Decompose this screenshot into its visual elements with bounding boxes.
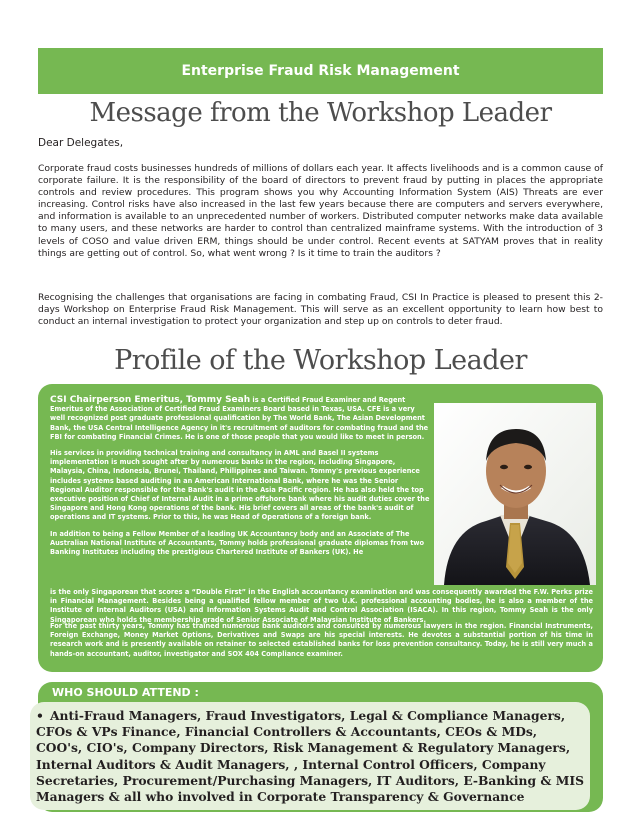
attend-list: [36, 708, 586, 805]
message-paragraph-1: Corporate fraud costs businesses hundreds of millions of dollars each year. It affects livelihoods and is a common cause of corporate failure. It is the responsibility of the board of directors to prevent fraud by putting in places the appropriate controls and review procedures. This program shows you why Accounting Information System (AIS) Threats are ever increasing. Control risks have also increased in the last few years because there are computers and servers everywhere, and information is available to an unprecedented number of workers. Distributed computer networks make data available to many users, and these networks are harder to control than centralized mainframe systems. With the introduction of 3 levels of COSO and value driven ERM, things should be under control. Recent events at SATYAM proves that in reality things are getting out of control. So, what went wrong ? Is it time to train the auditors ?: [38, 163, 603, 259]
profile-text-column: [50, 396, 432, 564]
profile-interests: For the past thirty years, Tommy has trained numerous bank auditors and consulted by numerous lawyers in the region. Financial Instruments, Foreign Exchange, Money Market Options, Derivatives and Swaps are his special interests. He devotes a substantial portion of his time in research work and is presently available on retainer to selected established banks for loss prevention consultancy. Today, he is still very much a hands-on accountant, auditor, investigator and SOX 404 Compliance examiner.: [50, 622, 593, 658]
attend-audience: Anti-Fraud Managers, Fraud Investigators, Legal & Compliance Managers, CFOs & VPs Finance, Financial Controllers & Accountants, CEOs & MDs, COO's, CIO's, Company Directors, Risk Management & Regulatory Managers, Internal Auditors & Audit Managers, , Internal Control Officers, Company Secretaries, Procurement/Purchasing Managers, IT Auditors, E-Banking & MIS Managers & all who involved in Corporate Transparency & Governance: [36, 708, 584, 805]
profile-experience: His services in providing technical training and consultancy in AML and Basel II systems implementation is much sought after by numerous banks in the region, including Singapore, Malaysia, China, Indonesia, Brunei, Thailand, Philippines and Taiwan. Tommy's previous experience includes systems based auditing in an American International Bank, where he was the Senior Regional Auditor responsible for the Bank's audit in the Asia Pacific region. He has also held the top executive position of Chief of Internal Audit in a prime offshore bank where his audit duties cover the Singapore and Hong Kong operations of the bank. His brief covers all areas of the bank's audit of operations and IT systems. Prior to this, he was Head of Operations of a foreign bank.: [50, 449, 430, 522]
bullet-icon: •: [36, 708, 44, 723]
profile-qualifications-cont: is the only Singaporean that scores a “Double First” in the English accountancy examination and was consequently awarded the F.W. Perks prize in Financial Management. Besides being a qualified fellow member of two U.K. professional accounting bodies, he is also a member of the Institute of Internal Auditors (USA) and Information Systems Audit and Control Association (ISACA). In this region, Tommy Seah is the only Singaporean who holds the membership grade of Senior Associate of Malaysian Institute of Bankers.: [50, 588, 593, 624]
message-heading: Message from the Workshop Leader: [89, 98, 552, 128]
leader-name: CSI Chairperson Emeritus, Tommy Seah: [50, 395, 251, 405]
message-paragraph-2: Recognising the challenges that organisations are facing in combating Fraud, CSI In Practice is pleased to present this 2-days Workshop on Enterprise Fraud Risk Management. This will serve as an excellent opportunity to learn how best to conduct an internal investigation to protect your organization and step up on controls to deter fraud.: [38, 292, 603, 328]
banner-title: Enterprise Fraud Risk Management: [181, 63, 460, 79]
header-banner: [38, 48, 603, 94]
attend-title: WHO SHOULD ATTEND :: [52, 686, 199, 699]
profile-intro-rest: is a Certified Fraud Examiner and Regent Emeritus of the Association of Certified Fraud Examiners Board based in Texas, USA. CFE is a very well recognized post graduate professional qualification by The World Bank, The Asian Development Bank, the USA Central Intelligence Agency in it's recruitment of auditors for combating fraud and the FBI for combating Financial Crimes. He is one of those people that you would like to meet in person.: [50, 396, 429, 441]
profile-heading: Profile of the Workshop Leader: [114, 345, 527, 376]
profile-intro: [50, 396, 432, 442]
salutation: Dear Delegates,: [38, 137, 124, 149]
profile-qualifications: In addition to being a Fellow Member of a leading UK Accountancy body and an Associate of The Australian National Institute of Accountants, Tommy holds professional graduate diplomas from two Banking Institutes including the prestigious Chartered Institute of Bankers (UK). He: [50, 529, 425, 557]
portrait-photo: [434, 403, 596, 585]
